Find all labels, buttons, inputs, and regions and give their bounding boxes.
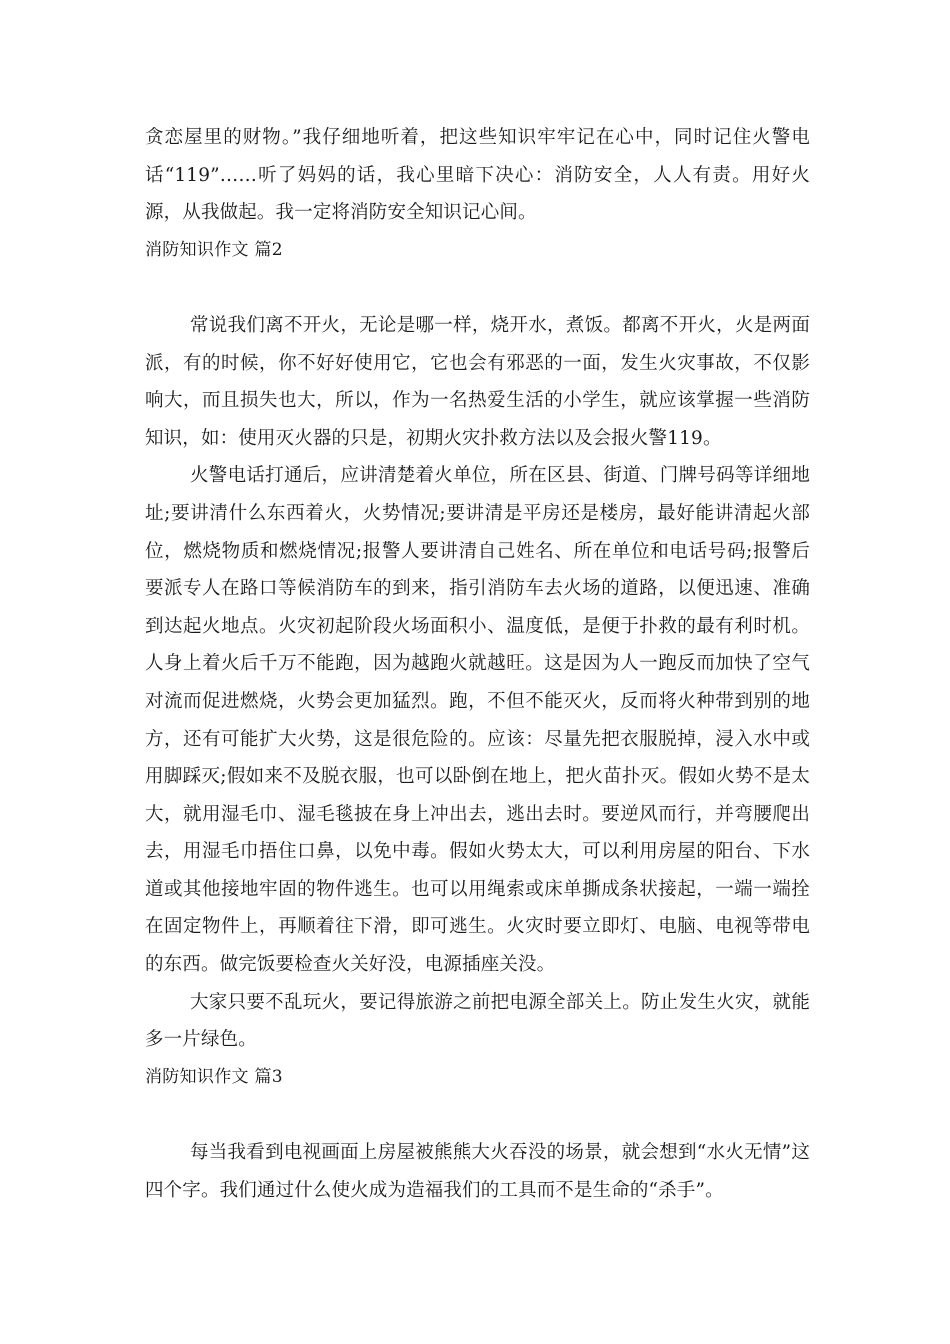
document-page xyxy=(145,119,810,1209)
blank-line xyxy=(145,1096,810,1134)
section-2-paragraph-2: 火警电话打通后，应讲清楚着火单位，所在区县、街道、门牌号码等详细地址;要讲清什么东西着火，火势情况;要讲清是平房还是楼房，最好能讲清起火部位，燃烧物质和燃烧情况;报警人要讲清自己姓名、所在单位和电话号码;报警后要派专人在路口等候消防车的到来，指引消防车去火场的道路，以便迅速、准确到达起火地点。火灾初起阶段火场面积小、温度低，是便于扑救的最有利时机。人身上着火后千万不能跑，因为越跑火就越旺。这是因为人一跑反而加快了空气对流而促进燃烧，火势会更加猛烈。跑，不但不能灭火，反而将火种带到别的地方，还有可能扩大火势，这是很危险的。应该：尽量先把衣服脱掉，浸入水中或用脚踩灭;假如来不及脱衣服，也可以卧倒在地上，把火苗扑灭。假如火势不是太大，就用湿毛巾、湿毛毯披在身上冲出去，逃出去时。要逆风而行，并弯腰爬出去，用湿毛巾捂住口鼻，以免中毒。假如火势太大，可以利用房屋的阳台、下水道或其他接地牢固的物件逃生。也可以用绳索或床单撕成条状接起，一端一端拴在固定物件上，再顺着往下滑，即可逃生。火灾时要立即灯、电脑、电视等带电的东西。做完饭要检查火关好没，电源插座关没。 xyxy=(145,465,810,976)
section-3-heading: 消防知识作文 篇3 xyxy=(145,1066,283,1087)
section-3-paragraph-1: 每当我看到电视画面上房屋被熊熊大火吞没的场景，就会想到“水火无情”这四个字。我们通过什么使火成为造福我们的工具而不是生命的“杀手”。 xyxy=(145,1142,810,1201)
section-2-heading: 消防知识作文 篇2 xyxy=(145,239,283,260)
section-2-paragraph-3: 大家只要不乱玩火，要记得旅游之前把电源全部关上。防止发生火灾，就能多一片绿色。 xyxy=(145,991,810,1051)
section-2-paragraph-1: 常说我们离不开火，无论是哪一样，烧开水，煮饭。都离不开火，火是两面派，有的时候，你不好好使用它，它也会有邪恶的一面，发生火灾事故，不仅影响大，而且损失也大，所以，作为一名热爱生活的小学生，就应该掌握一些消防知识，如：使用灭火器的只是，初期火灾扑救方法以及会报火警119。 xyxy=(145,314,810,449)
paragraph-continued: 贪恋屋里的财物。”我仔细地听着，把这些知识牢牢记在心中，同时记住火警电话“119”……听了妈妈的话，我心里暗下决心：消防安全，人人有责。用好火源，从我做起。我一定将消防安全知识记心间。 xyxy=(145,127,810,224)
blank-line xyxy=(145,269,810,307)
